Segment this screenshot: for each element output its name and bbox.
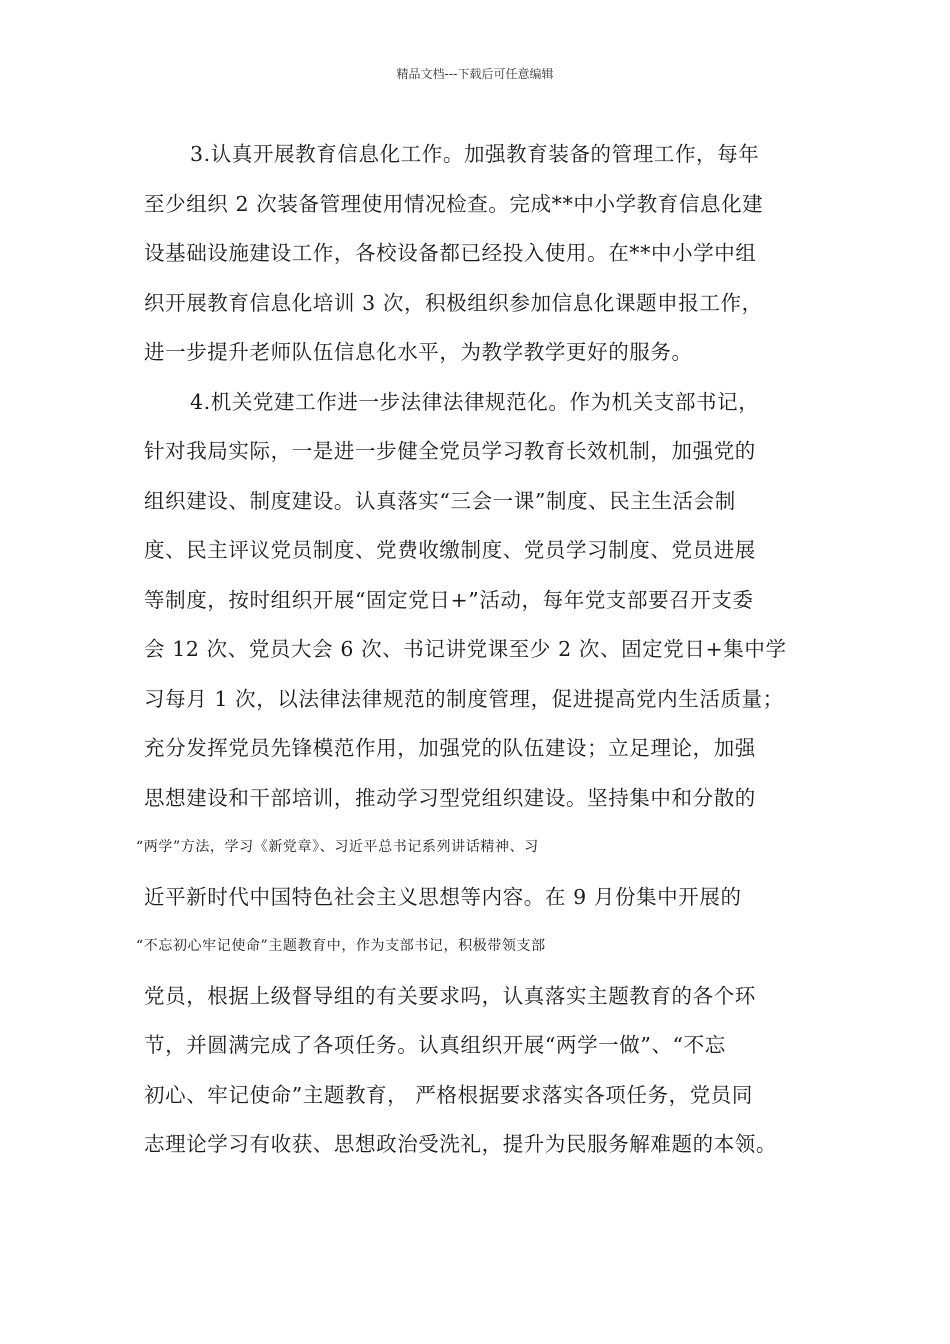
text-line: “两学”方法，学习《新党章》、习近平总书记系列讲话精神、习: [136, 839, 539, 855]
paragraph-education-informatization: [144, 130, 836, 378]
text-line: 初心、牢记使命”主题教育， 严格根据要求落实各项任务，党员同: [144, 1082, 753, 1107]
text-line: 习每月 1 次，以法律法律规范的制度管理，促进提高党内生活质量；: [144, 686, 784, 711]
text-line: 组织建设、制度建设。认真落实“三会一课”制度、民主生活会制: [144, 488, 736, 513]
text-line: 设基础设施建设工作，各校设备都已经投入使用。在**中小学中组: [144, 241, 757, 265]
page-header-watermark: 精品文档---下载后可任意编辑: [396, 67, 554, 81]
text-line: 节，并圆满完成了各项任务。认真组织开展“两学一做”、“不忘: [144, 1033, 726, 1057]
text-line: 志理论学习有收获、思想政治受洗礼，提升为民服务解难题的本领。: [144, 1132, 777, 1156]
document-body: [136, 130, 836, 1170]
text-line: 充分发挥党员先锋模范作用，加强党的队伍建设；立足理论，加强: [144, 736, 756, 760]
text-line: 进一步提升老师队伍信息化水平，为教学教学更好的服务。: [144, 340, 693, 364]
text-line: 度、民主评议党员制度、党费收缴制度、党员学习制度、党员进展: [144, 538, 756, 562]
paragraph-party-building: [136, 378, 836, 1170]
text-line: 3.认真开展教育信息化工作。加强教育装备的管理工作，每年: [190, 142, 760, 166]
text-line: 等制度，按时组织开展“固定党日+”活动，每年党支部要召开支委: [144, 587, 754, 612]
text-line: 至少组织 2 次装备管理使用情况检查。完成**中小学教育信息化建: [144, 191, 764, 216]
text-line: 会 12 次、党员大会 6 次、书记讲党课至少 2 次、固定党日+集中学: [144, 637, 787, 661]
text-line: 思想建设和干部培训，推动学习型党组织建设。坚持集中和分散的: [144, 785, 756, 810]
text-line: 4.机关党建工作进一步法律法律规范化。作为机关支部书记，: [190, 389, 760, 414]
text-line: 织开展教育信息化培训 3 次，积极组织参加信息化课题申报工作，: [144, 290, 763, 315]
text-line: 针对我局实际，一是进一步健全党员学习教育长效机制，加强党的: [144, 439, 756, 463]
text-line: “不忘初心牢记使命”主题教育中，作为支部书记，积极带领支部: [136, 938, 546, 954]
text-line: 党员，根据上级督导组的有关要求吗，认真落实主题教育的各个环: [144, 983, 756, 1008]
text-line: 近平新时代中国特色社会主义思想等内容。在 9 月份集中开展的: [144, 884, 742, 909]
